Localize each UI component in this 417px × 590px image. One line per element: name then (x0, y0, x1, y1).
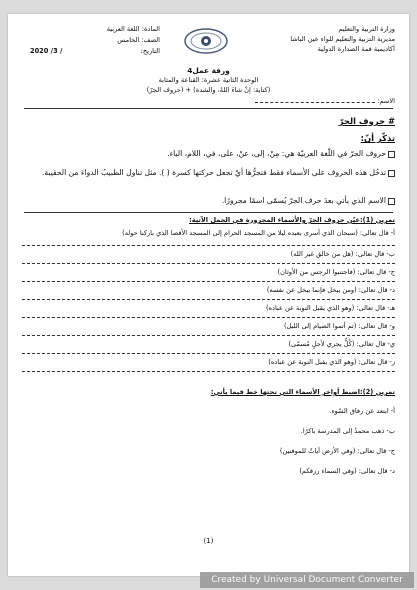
answer-line[interactable] (22, 263, 395, 264)
ex1-item-c: ج- قال تعالى: (فاجتنبوا الرجس من الأوثان) (277, 268, 395, 276)
page-number: (1) (203, 537, 214, 545)
ex2-item-c: ج- قال تعالى: (وفي الأرض آياتٌ للموقنين) (279, 447, 395, 455)
rule-2-text: تدخُل هذه الحروف على الأسماء فقط فتجرُّها أيْ تجعل حركتها كسرة ( ). مثل تناول الطبيبُ الدواءَ من الحقيبة. (41, 168, 386, 177)
academy-logo-icon (183, 26, 229, 56)
answer-line[interactable] (22, 371, 395, 372)
ex1-item-a: أ- قال تعالى: (سبحان الذي أسرى بعبده ليلا من المسجد الحرام إلى المسجد الأقصا الذي باركنا حوله) (122, 229, 395, 237)
ex1-item-d: د- قال تعالى: (ومن يبخل فإنما يبخل عن نفسه) (266, 286, 395, 294)
rule-1 (22, 149, 395, 158)
remember-heading: تذكّر أنّ: (360, 133, 395, 143)
ex2-item-b: ب- ذهب محمدٌ إلى المدرسة باكرًا. (300, 427, 395, 435)
ministry-line: وزارة التربية والتعليم (338, 25, 395, 33)
name-row (22, 97, 395, 106)
rule-1-text: حروف الجرّ في اللّغة العربيّة هي: مِنْ، إلى، عنْ، على، في، اللام، الباء. (167, 149, 386, 158)
name-label: الاسم: (377, 97, 395, 105)
class-info (30, 24, 160, 57)
answer-line[interactable] (22, 281, 395, 282)
checkbox-icon (388, 151, 395, 158)
ex1-item-g: ي- قال تعالى: (كُلٌّ يجري لأجلٍ مُسمّى) (288, 340, 395, 348)
worksheet-title: ورقة عمل4 (187, 66, 230, 75)
answer-line[interactable] (22, 299, 395, 300)
grade-label: الصف: الخامس (117, 36, 160, 44)
academy-line: أكاديمية قمة الصدارة الدولية (317, 45, 395, 53)
rule-3-text: الاسم الذي يأتي بعدَ حرف الجرّ يُسمّى اسمًا مجرورًا. (221, 196, 386, 205)
ex1-item-b: ب- قال تعالى: (هل من خالق غير الله) (290, 250, 395, 258)
date-row (30, 46, 160, 57)
worksheet-page (8, 14, 409, 576)
exercise-1-title: تمرين (1):عيّن حروف الجرّ والأسماء المجرورة في الجمل الآتية: (189, 216, 395, 224)
date-label: التاريخ: (140, 47, 160, 55)
ex1-item-h: ز- قال تعالى: (وهو الذي يقبل التوبة عن عباده) (268, 358, 395, 366)
name-field[interactable] (255, 102, 375, 103)
worksheet-subtitle: (حروف الجرّ) + (كتابة: إنْ شاءَ اللهُ، والشدة) (146, 86, 271, 94)
checkbox-icon (388, 170, 395, 177)
rule-3 (22, 196, 395, 205)
ex2-item-d: د- قال تعالى: (وفي السماء رزقكم) (299, 467, 395, 475)
ex1-item-f: و- قال تعالى: (ثم أتموا الصيام إلى الليل) (283, 322, 395, 330)
checkbox-icon (388, 198, 395, 205)
answer-line[interactable] (22, 353, 395, 354)
answer-line[interactable] (22, 335, 395, 336)
exercise-2-title: تمرين (2):اضبط أواخر الأسماء التي تحتها خط فيما يأتي: (210, 388, 395, 396)
section-heading: # حروف الجرّ (338, 116, 395, 126)
header-divider (24, 108, 393, 109)
ex1-item-e: هـ- قال تعالى: (وهو الذي يقبل التوبة عن عباده) (266, 304, 395, 312)
answer-line[interactable] (22, 317, 395, 318)
directorate-line: مديرية التربية والتعليم للواء عين الباشا (290, 35, 395, 43)
section-divider (24, 212, 393, 213)
subject-label: المادة: اللغة العربية (106, 25, 160, 33)
date-value: / 3/ 2020 (30, 47, 63, 55)
unit-title: الوحدة الثانية عشرة: القناعة والمثابة (158, 76, 259, 84)
rule-2 (22, 167, 395, 178)
answer-line[interactable] (22, 245, 395, 246)
converter-watermark: Created by Universal Document Converter (200, 572, 414, 588)
ministry-header (245, 24, 395, 54)
ex2-item-a: أ- ابتعد عن رفاق السّوء. (329, 407, 395, 415)
